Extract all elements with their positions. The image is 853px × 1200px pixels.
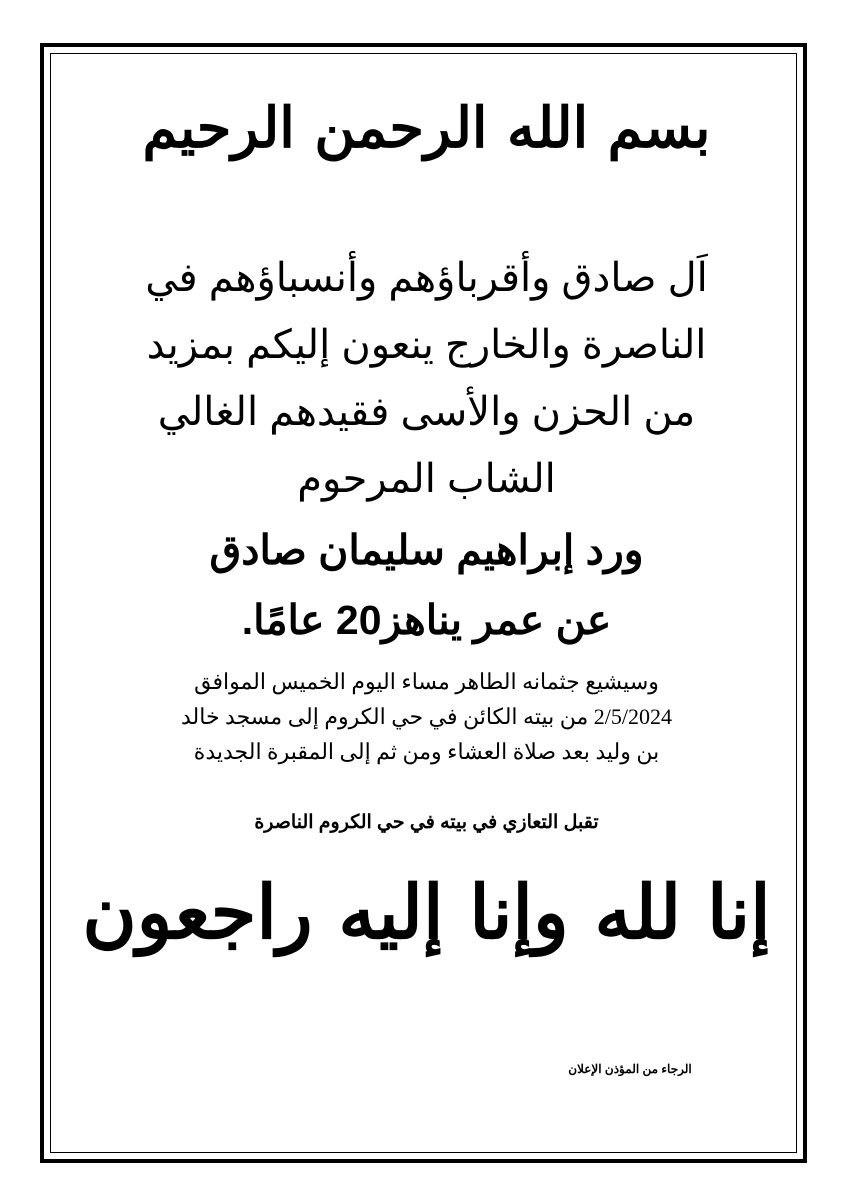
- funeral-line: بن وليد بعد صلاة العشاء ومن ثم إلى المقبرة الجديدة: [193, 739, 660, 764]
- funeral-details: [80, 664, 773, 769]
- funeral-line: 2/5/2024 من بيته الكائن في حي الكروم إلى مسجد خالد: [180, 704, 672, 729]
- announcement-line: من الحزن والأسى فقيدهم الغالي: [157, 390, 696, 434]
- announcement-line: الشاب المرحوم: [297, 457, 556, 501]
- announcement-text: [80, 245, 773, 513]
- footer-note: الرجاء من المؤذن الإعلان: [568, 1062, 692, 1076]
- deceased-name: ورد إبراهيم سليمان صادق: [209, 527, 644, 573]
- condolences-note: تقبل التعازي في بيته في حي الكروم الناصرة: [254, 812, 599, 833]
- announcement-line: الناصرة والخارج ينعون إليكم بمزيد: [146, 323, 707, 367]
- basmala-calligraphy: [0, 95, 853, 161]
- funeral-line: وسيشيع جثمانه الطاهر مساء اليوم الخميس الموافق: [194, 669, 659, 694]
- announcement-line: اَل صادق وأقرباؤهم وأنسباؤهم في: [145, 256, 708, 300]
- deceased-info: [80, 515, 773, 655]
- basmala-text: بسم الله الرحمن الرحيم: [142, 95, 711, 161]
- closing-calligraphy: [0, 870, 853, 956]
- closing-text: إنا لله وإنا إليه راجعون: [82, 870, 771, 956]
- deceased-age: عن عمر يناهز20 عامًا.: [241, 597, 612, 643]
